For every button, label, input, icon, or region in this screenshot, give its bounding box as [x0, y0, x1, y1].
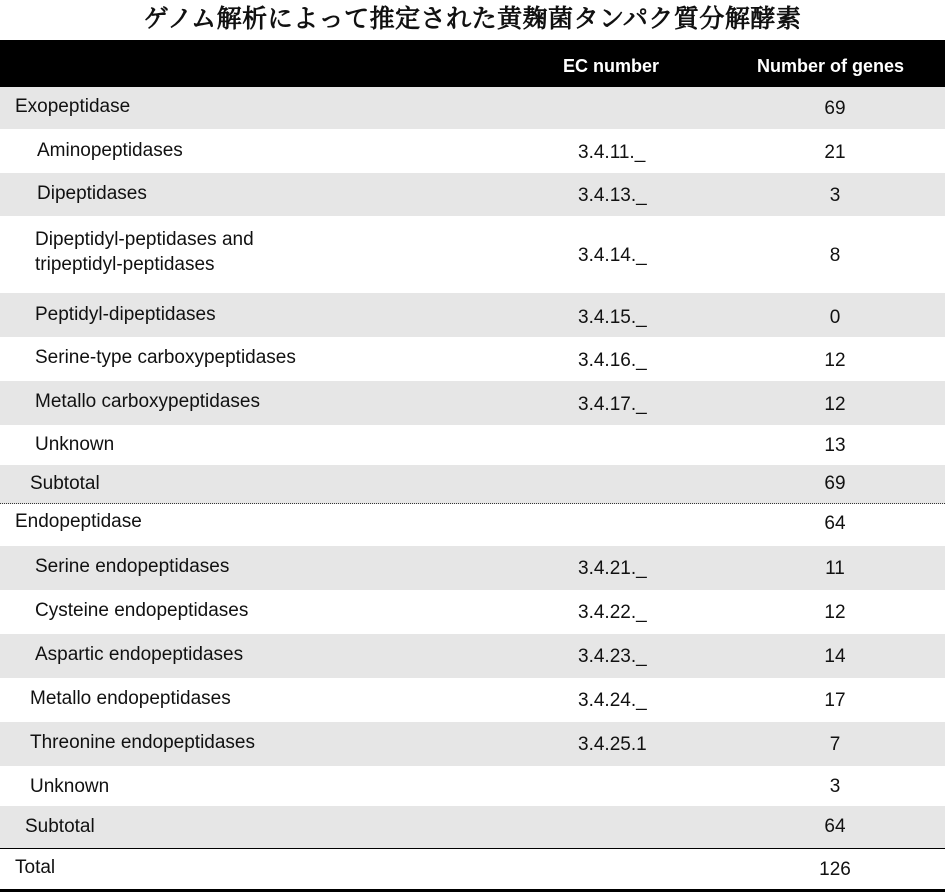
row-gene-count: 69	[824, 98, 846, 119]
table-row	[0, 504, 945, 546]
row-ec-number: 3.4.11._	[578, 142, 646, 163]
row-gene-count: 12	[824, 350, 846, 371]
row-gene-count: 3	[829, 185, 841, 206]
row-label: Serine-type carboxypeptidases	[35, 347, 296, 368]
row-gene-count: 14	[824, 646, 846, 667]
row-label: Metallo endopeptidases	[30, 688, 231, 709]
table-row	[0, 465, 945, 504]
row-label: Subtotal	[30, 473, 100, 494]
row-gene-count: 64	[824, 816, 846, 837]
row-label: Subtotal	[25, 816, 95, 837]
row-label: Threonine endopeptidases	[30, 732, 256, 753]
table-row	[0, 293, 945, 337]
row-label: Unknown	[35, 434, 115, 455]
header-ec-number: EC number	[563, 56, 660, 76]
row-label: Serine endopeptidases	[35, 556, 230, 577]
row-gene-count: 64	[824, 513, 846, 534]
protease-table	[0, 87, 945, 892]
row-label-line2: tripeptidyl-peptidases	[35, 254, 215, 275]
row-gene-count: 7	[829, 734, 841, 755]
table-header	[0, 40, 945, 87]
row-gene-count: 8	[829, 245, 841, 266]
row-gene-count: 0	[829, 307, 841, 328]
table-row	[0, 381, 945, 425]
row-gene-count: 13	[824, 435, 846, 456]
row-gene-count: 11	[825, 558, 845, 579]
table-row	[0, 766, 945, 806]
table-row	[0, 722, 945, 766]
table-row	[0, 590, 945, 634]
row-ec-number: 3.4.23._	[578, 646, 647, 667]
row-label: Unknown	[30, 776, 110, 797]
row-ec-number: 3.4.21._	[578, 558, 647, 579]
row-label: Total	[15, 857, 56, 878]
row-gene-count: 17	[824, 690, 846, 711]
row-ec-number: 3.4.17._	[578, 394, 647, 415]
row-gene-count: 12	[824, 394, 846, 415]
table-row	[0, 634, 945, 678]
row-ec-number: 3.4.25.1	[578, 734, 647, 755]
row-label: Peptidyl-dipeptidases	[35, 304, 216, 325]
table-title: ゲノム解析によって推定された黄麹菌タンパク質分解酵素	[143, 4, 802, 33]
table-row	[0, 173, 945, 216]
table-row	[0, 129, 945, 173]
row-ec-number: 3.4.22._	[578, 602, 647, 623]
table-row	[0, 216, 945, 293]
row-label: Dipeptidases	[37, 183, 147, 204]
row-ec-number: 3.4.15._	[578, 307, 647, 328]
table-row	[0, 337, 945, 381]
table-row	[0, 425, 945, 465]
table-row	[0, 678, 945, 722]
row-label: Exopeptidase	[15, 96, 131, 117]
row-ec-number: 3.4.24._	[578, 690, 647, 711]
table-row-total	[0, 848, 945, 892]
row-label: Metallo carboxypeptidases	[35, 391, 260, 412]
header-number-of-genes: Number of genes	[757, 56, 905, 76]
row-gene-count: 69	[824, 473, 846, 494]
table-row	[0, 806, 945, 848]
row-gene-count: 3	[829, 776, 841, 797]
row-label: Aspartic endopeptidases	[35, 644, 244, 665]
row-ec-number: 3.4.13._	[578, 185, 647, 206]
row-label: Dipeptidyl-peptidases and	[35, 229, 254, 250]
table-row	[0, 87, 945, 129]
table-row	[0, 546, 945, 590]
row-ec-number: 3.4.14._	[578, 245, 647, 266]
row-ec-number: 3.4.16._	[578, 350, 647, 371]
row-label: Aminopeptidases	[37, 140, 183, 161]
row-gene-count: 21	[824, 142, 846, 163]
row-gene-count: 12	[824, 602, 846, 623]
row-label: Cysteine endopeptidases	[35, 600, 249, 621]
row-gene-count: 126	[819, 859, 851, 880]
row-label: Endopeptidase	[15, 511, 142, 532]
